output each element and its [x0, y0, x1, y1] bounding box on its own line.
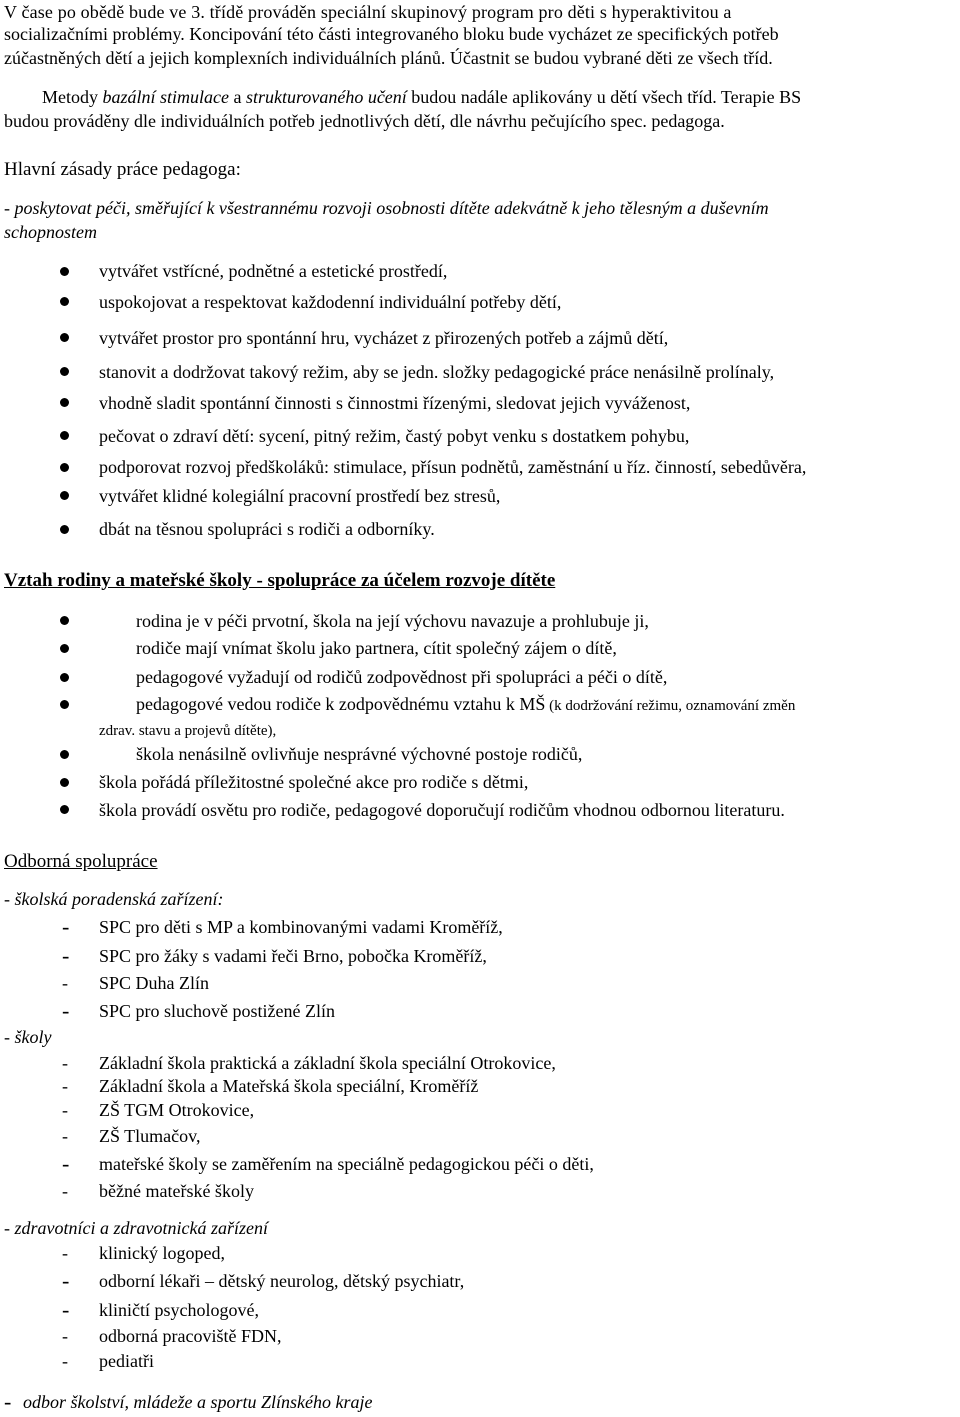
- group-title-schools: - školy: [4, 1027, 52, 1047]
- methods-line-1: Metody bazální stimulace a strukturovaného učení budou nadále aplikovány u dětí všech tříd. Terapie BS: [42, 87, 802, 107]
- principles-heading: Hlavní zásady práce pedagoga:: [4, 159, 241, 180]
- methods-line-2: budou prováděny dle individuálních potřeb jednotlivých dětí, dle návrhu pečujícího spec. pedagoga.: [4, 111, 725, 131]
- intro-line-1: V čase po obědě bude ve 3. třídě prováděn speciální skupinový program pro děti s hyperaktivitou a: [4, 2, 732, 22]
- intro-line-3: zúčastněných dětí a jejich komplexních individuálních plánů. Účastnit se budou vybrané děti ze všech tříd.: [4, 48, 773, 68]
- bullet-icon: [60, 267, 69, 276]
- group-title-counseling: - školská poradenská zařízení:: [4, 889, 224, 909]
- bullet-icon: [60, 750, 69, 759]
- bullet-icon: [60, 367, 69, 376]
- bullet-icon: [60, 700, 69, 709]
- bullet-icon: [60, 644, 69, 653]
- dash-icon: -: [62, 1151, 70, 1176]
- principles-lead-line-1: - poskytovat péči, směřující k všestrannému rozvoji osobnosti dítěte adekvátně k jeho tělesným a duševním: [4, 198, 769, 218]
- dash-icon: -: [62, 1181, 68, 1201]
- dash-icon: -: [62, 1076, 68, 1096]
- bullet-icon: [60, 778, 69, 787]
- expert-heading: Odborná spolupráce: [4, 851, 158, 872]
- dash-icon: -: [62, 914, 70, 939]
- bullet-icon: [60, 398, 69, 407]
- document-page: V čase po obědě bude ve 3. třídě prováděn speciální skupinový program pro děti s hyperaktivitou a socializačními problémy. Koncipování této části integrovaného bloku bude vycházet ze specifických potřeb zúčastněných dětí a jejich komplexních individuálních plánů. Účastnit se budou vybrané děti ze všech tříd. Metody bazální stimulace a strukturovaného učení budou nadále aplikovány u dětí všech tříd. Terapie BS budou prováděny dle individuálních potřeb jednotlivých dětí, dle návrhu pečujícího spec. pedagoga. Hlavní zásady práce pedagoga: - poskytovat péči, směřující k všestrannému rozvoji osobnosti dítěte adekvátně k jeho tělesným a duševním schopnostem vytvářet vstřícné, podnětné a estetické prostředí, uspokojovat a respektovat každodenní individuální potřeby dětí, vytvářet prostor pro spontánní hru, vycházet z přirozených potřeb a zájmů dětí, stanovit a dodržovat takový režim, aby se jedn. složky pedagogické práce nenásilně prolínaly, vhodně sladit spontánní činnosti s činnostmi řízenými, sledovat jejich vyváženost, pečovat o zdraví dětí: sycení, pitný režim, častý pobyt venku s dostatkem pohybu, podporovat rozvoj předškoláků: stimulace, přísun podnětů, zaměstnání u říz. činností, sebedůvěra, vytvářet klidné kolegiální pracovní prostředí bez stresů, dbát na těsnou spolupráci s rodiči a odborníky. Vztah rodiny a mateřské školy - spolupráce za účelem rozvoje dítěte rodina je v péči prvotní, škola na její výchovu navazuje a prohlubuje ji, rodiče mají vnímat školu jako partnera, cítit společný zájem o dítě, pedagogové vyžadují od rodičů zodpovědnost při spolupráci a péči o dítě, pedagogové vedou rodiče k zodpovědnému vztahu k MŠ (k dodržování režimu, oznamování změn zdrav. stavu a projevů dítěte), škola nenásilně ovlivňuje nesprávné výchovné postoje rodičů, škola pořádá příležitostné společné akce pro rodiče s dětmi, škola provádí osvětu pro rodiče, pedagogové doporučují rodičům vhodnou odbornou literaturu. Odborná spolupráce - školská poradenská zařízení: - SPC pro děti s MP a kombinovanými vadami Kroměříž, - SPC pro žáky s vadami řeči Brno, pobočka Kroměříž, - SPC Duha Zlín - SPC pro sluchově postižené Zlín - školy - Základní škola praktická a základní škola speciální Otrokovice, - Základní škola a Mateřská škola speciální, Kroměříž - ZŠ TGM Otrokovice, - ZŠ Tlumačov, - mateřské školy se zaměřením na speciálně pedagogickou péči o děti, - běžné mateřské školy - zdravotníci a zdravotnická zařízení - klinický logoped, - odborní lékaři – dětský neurolog, dětský psychiatr, - kliničtí psychologové, - odborná pracoviště FDN, - pediatři - odbor školství, mládeže a sportu Zlínského kraje: [0, 0, 960, 1417]
- dash-icon: -: [4, 1389, 12, 1414]
- dash-icon: -: [62, 973, 68, 993]
- dash-icon: -: [62, 1100, 68, 1120]
- family-heading: Vztah rodiny a mateřské školy - spolupráce za účelem rozvoje dítěte: [4, 570, 556, 591]
- dash-icon: -: [62, 943, 70, 968]
- bullet-icon: [60, 297, 69, 306]
- bullet-icon: [60, 491, 69, 500]
- dash-icon: -: [62, 1297, 70, 1322]
- dash-icon: -: [62, 1326, 68, 1346]
- bullet-icon: [60, 673, 69, 682]
- bullet-icon: [60, 431, 69, 440]
- intro-line-2: socializačními problémy. Koncipování této části integrovaného bloku bude vycházet ze specifických potřeb: [4, 24, 779, 44]
- principles-lead-line-2: schopnostem: [4, 222, 97, 242]
- dash-icon: -: [62, 1053, 68, 1073]
- bullet-icon: [60, 525, 69, 534]
- bullet-icon: [60, 463, 69, 472]
- dash-icon: -: [62, 998, 70, 1023]
- dash-icon: -: [62, 1268, 70, 1293]
- dash-icon: -: [62, 1126, 68, 1146]
- bullet-icon: [60, 333, 69, 342]
- bullet-icon: [60, 805, 69, 814]
- bullet-icon: [60, 616, 69, 625]
- dash-icon: -: [62, 1243, 68, 1263]
- group-title-health: - zdravotníci a zdravotnická zařízení: [4, 1218, 268, 1238]
- dash-icon: -: [62, 1351, 68, 1371]
